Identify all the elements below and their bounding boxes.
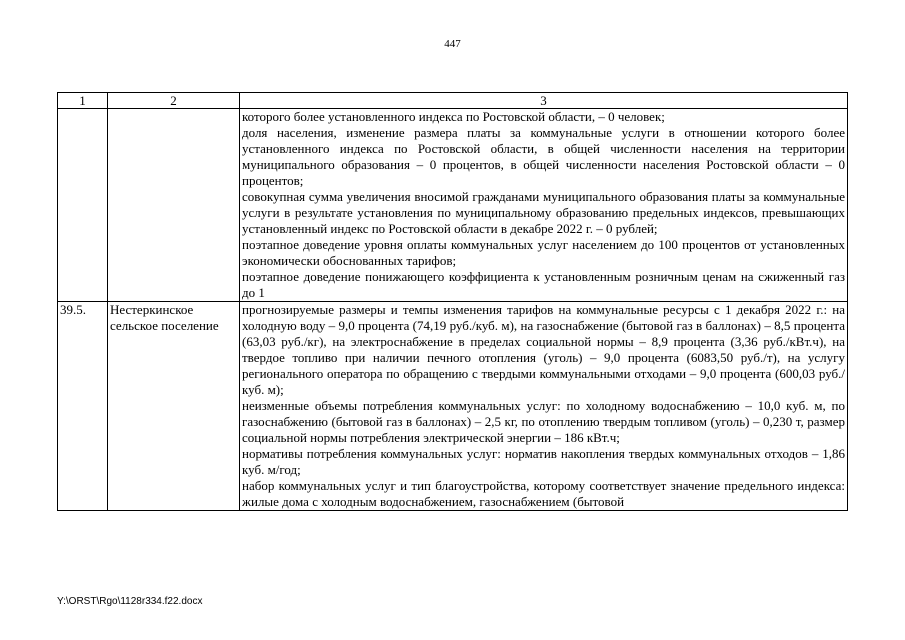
header-cell-1: 1 [58, 93, 108, 109]
paragraph: поэтапное доведение понижающего коэффициента к установленным розничным ценам на сжиженный газ до 1 [242, 269, 845, 300]
paragraph: неизменные объемы потребления коммунальных услуг: по холодному водоснабжению – 10,0 куб. м, по газоснабжению (бытовой газ в баллонах) – 2,5 кг, по отоплению твердым топливом (уголь) – 0,230 т, размер социальной нормы потребления электрической энергии – 186 кВт.ч; [242, 398, 845, 445]
row-number-cell: 39.5. [58, 302, 108, 511]
table-header-row [58, 93, 848, 109]
table-row [58, 109, 848, 302]
data-table [57, 92, 848, 511]
settlement-name-cell [108, 109, 240, 302]
description-cell [240, 302, 848, 511]
header-cell-3: 3 [240, 93, 848, 109]
paragraph: набор коммунальных услуг и тип благоустройства, которому соответствует значение предельного индекса: жилые дома с холодным водоснабжением, газоснабжением (бытовой [242, 478, 845, 509]
settlement-name-cell: Нестеркинское сельское поселение [108, 302, 240, 511]
paragraph: прогнозируемые размеры и темпы изменения тарифов на коммунальные ресурсы с 1 декабря 2022 г.: на холодную воду – 9,0 процента (74,19 руб./куб. м), на газоснабжение (бытовой газ в баллонах) – 8,5 процента (63,03 руб./кг), на электроснабжение в пределах социальной нормы – 8,9 процента (3,36 руб./кВт.ч), на твердое топливо при наличии печного отопления (уголь) – 9,0 процента (6083,50 руб./т), на услугу регионального оператора по обращению с твердыми коммунальными отходами – 9,0 процента (600,03 руб./куб. м); [242, 302, 845, 397]
header-cell-2: 2 [108, 93, 240, 109]
row-number-cell [58, 109, 108, 302]
description-cell [240, 109, 848, 302]
footer-file-path: Y:\ORST\Rgo\1128r334.f22.docx [57, 596, 203, 607]
paragraph: нормативы потребления коммунальных услуг: норматив накопления твердых коммунальных отходов – 1,86 куб. м/год; [242, 446, 845, 477]
paragraph: совокупная сумма увеличения вносимой гражданами муниципального образования платы за коммунальные услуги в результате установления по муниципальному образованию предельных индексов, превышающих установленный индекс по Ростовской области в декабре 2022 г. – 0 рублей; [242, 189, 845, 236]
table-row [58, 302, 848, 511]
paragraph: которого более установленного индекса по Ростовской области, – 0 человек; [242, 109, 665, 124]
paragraph: поэтапное доведение уровня оплаты коммунальных услуг населением до 100 процентов от установленных экономически обоснованных тарифов; [242, 237, 845, 268]
page-number: 447 [444, 38, 461, 50]
paragraph: доля населения, изменение размера платы за коммунальные услуги в отношении которого более установленного индекса по Ростовской области, в общей численности населения на территории муниципального образования – 0 процентов, в общей численности населения Ростовской области – 0 процентов; [242, 125, 845, 188]
